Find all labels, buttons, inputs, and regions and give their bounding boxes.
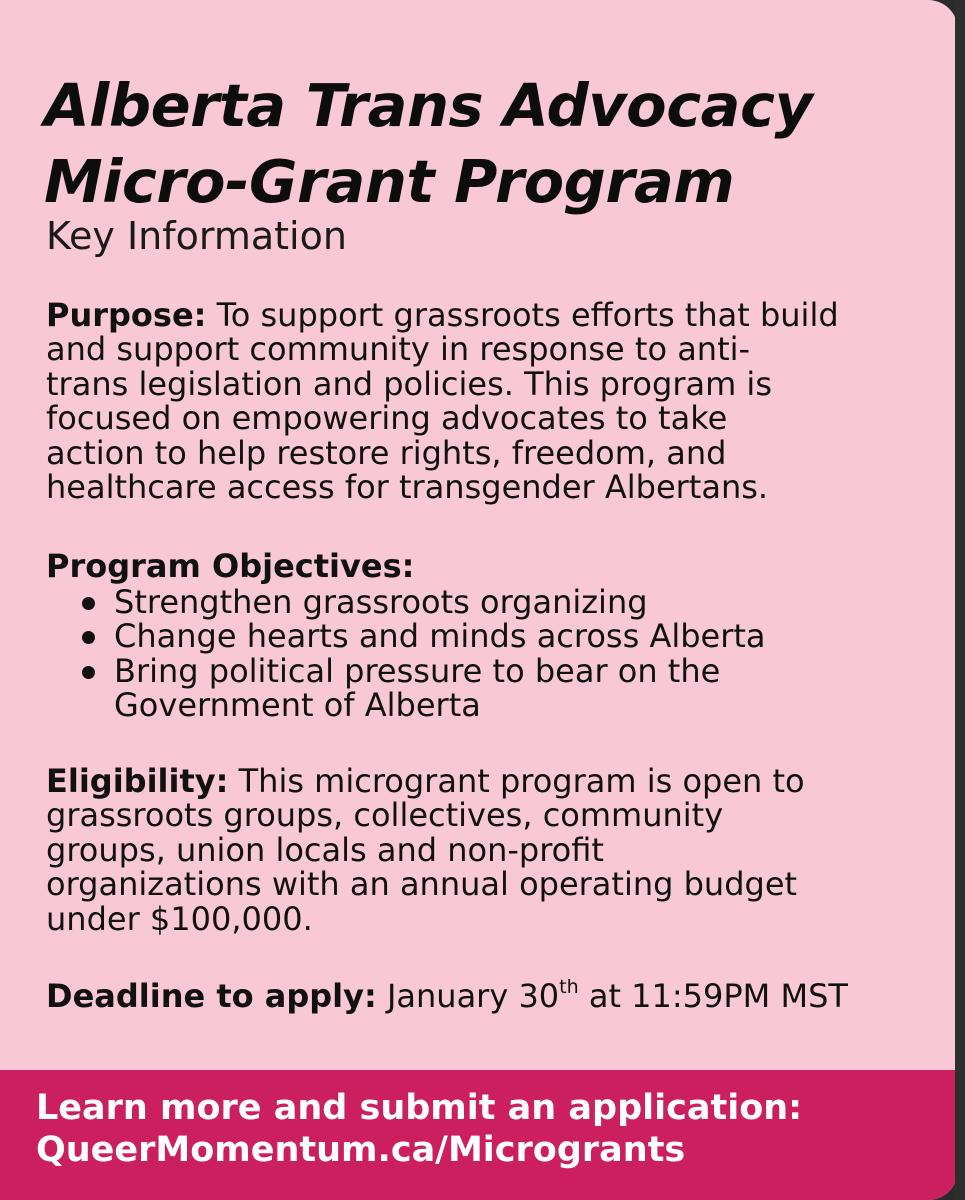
page-title: [44, 68, 924, 220]
title-line-2: Micro-Grant Program: [44, 147, 735, 216]
bullet-icon: [82, 597, 95, 610]
objective-text: Bring political pressure to bear on the: [114, 651, 721, 690]
purpose-line-4: focused on empowering advocates to take: [46, 399, 728, 438]
purpose-label: Purpose:: [46, 296, 207, 334]
objective-item-continued: [80, 686, 766, 725]
purpose-line-5: action to help restore rights, freedom, and: [46, 433, 727, 472]
eligibility-line-5: under $100,000.: [46, 899, 313, 938]
footer-call-to-action: Learn more and submit an application:: [36, 1088, 803, 1128]
subtitle: Key Information: [46, 214, 347, 258]
objectives-list: [80, 585, 766, 723]
eligibility-line-1: [46, 764, 926, 798]
purpose-line-3: trans legislation and policies. This program is: [46, 364, 772, 403]
objective-text: Government of Alberta: [114, 686, 481, 725]
eligibility-section: [46, 764, 926, 936]
bullet-icon: [82, 666, 95, 679]
bullet-icon: [82, 631, 95, 644]
eligibility-text: This microgrant program is open to: [228, 762, 805, 800]
title-line-1: Alberta Trans Advocacy: [44, 71, 813, 140]
purpose-text: To support grassroots efforts that build: [206, 296, 839, 334]
objective-text: Change hearts and minds across Alberta: [114, 617, 766, 656]
deadline-time: at 11:59PM MST: [578, 977, 848, 1015]
eligibility-line-2: grassroots groups, collectives, community: [46, 796, 724, 835]
deadline-label: Deadline to apply:: [46, 977, 377, 1015]
purpose-line-6: healthcare access for transgender Albertans.: [46, 468, 769, 507]
objective-item: [80, 617, 766, 656]
right-edge-strip: [955, 0, 965, 1200]
objective-text: Strengthen grassroots organizing: [114, 583, 648, 621]
purpose-section: [46, 296, 926, 507]
deadline-date-suffix: th: [559, 976, 579, 998]
footer-banner: [0, 1070, 958, 1200]
purpose-line-2: and support community in response to anti-: [46, 330, 751, 369]
deadline-date: January 30: [376, 977, 560, 1015]
eligibility-label: Eligibility:: [46, 762, 229, 800]
objective-item: [80, 651, 766, 690]
eligibility-line-3: groups, union locals and non-profit: [46, 830, 604, 869]
application-link[interactable]: QueerMomentum.ca/Microgrants: [36, 1130, 686, 1170]
eligibility-line-4: organizations with an annual operating budget: [46, 865, 798, 904]
objective-item: [80, 585, 766, 619]
purpose-line-1: [46, 298, 926, 332]
deadline: [46, 976, 848, 1016]
objectives-heading: Program Objectives:: [46, 547, 415, 585]
